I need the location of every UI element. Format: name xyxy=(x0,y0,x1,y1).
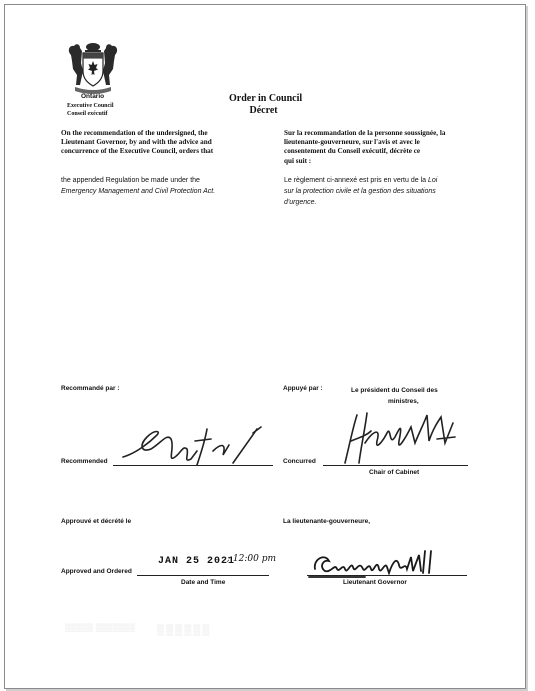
act-title-fr: d'urgence. xyxy=(284,199,317,206)
act-title-fr-start: Loi xyxy=(427,177,438,184)
text-line: concurrence of the Executive Council, orders that xyxy=(61,147,214,156)
approval-time-handwritten: ; 12:00 pm xyxy=(227,554,276,564)
document-page xyxy=(4,4,526,689)
bleed-through-mark: ▒▒▒▒▒ ▒▒▒▒▒▒▒ xyxy=(65,623,136,632)
lieutenant-governor-label: Lieutenant Governor xyxy=(343,579,407,586)
concurred-label: Concurred xyxy=(283,458,316,465)
concurred-signature-line xyxy=(323,465,468,466)
approved-and-ordered-label: Approved and Ordered xyxy=(61,568,132,575)
text-span: Le règlement ci-annexé est pris en vertu de la xyxy=(284,177,428,184)
lieutenant-governor-label-fr: La lieutenante-gouverneure, xyxy=(283,518,371,525)
province-label: Ontario xyxy=(81,93,105,100)
approved-label-fr: Approuvé et décrété le xyxy=(61,518,132,525)
lieutenant-governor-signature xyxy=(305,547,445,583)
executive-council-en: Executive Council xyxy=(67,103,114,109)
concurred-signature xyxy=(337,407,467,469)
recommended-signature-line xyxy=(113,465,273,466)
recommended-label: Recommended xyxy=(61,458,108,465)
chair-label-fr xyxy=(351,385,438,407)
date-time-label: Date and Time xyxy=(181,579,226,586)
date-time-line xyxy=(137,575,269,576)
text-line: lieutenante-gouverneure, sur l'avis et avec le xyxy=(284,138,420,147)
approval-date-stamp: JAN 25 2021 xyxy=(158,556,236,567)
order-fr xyxy=(284,175,437,208)
text-line: Sur la recommandation de la personne soussignée, la xyxy=(284,129,446,137)
text-line: the appended Regulation be made under the xyxy=(61,177,200,184)
text-line: ministres, xyxy=(387,398,419,405)
text-line: On the recommendation of the undersigned, the xyxy=(61,129,208,137)
chair-of-cabinet-label: Chair of Cabinet xyxy=(369,469,420,476)
ontario-coat-of-arms-icon xyxy=(63,41,123,97)
recommendation-en xyxy=(61,129,213,157)
text-line xyxy=(284,175,437,186)
recommended-by-label-fr: Recommandé par : xyxy=(61,385,120,392)
text-line: consentement du Conseil exécutif, décrète ce xyxy=(284,147,421,156)
bleed-through-mark: ▒▒▒▒▒▒ xyxy=(157,625,212,636)
text-line: Le président du Conseil des xyxy=(351,387,438,394)
recommended-signature xyxy=(117,423,277,471)
supported-by-label-fr: Appuyé par : xyxy=(283,385,323,392)
act-title-fr: sur la protection civile et la gestion des situations xyxy=(284,188,436,195)
title-fr: Décret xyxy=(249,105,278,116)
title-en: Order in Council xyxy=(229,93,303,104)
document-title xyxy=(229,93,302,117)
recommendation-fr xyxy=(284,129,445,166)
lieutenant-governor-signature-line xyxy=(307,575,467,576)
executive-council-fr: Conseil exécutif xyxy=(67,111,108,117)
text-line: qui suit : xyxy=(284,156,312,165)
act-title-en: Emergency Management and Civil Protection Act. xyxy=(61,188,216,195)
order-en xyxy=(61,175,215,197)
executive-council-label xyxy=(67,102,114,118)
text-line: Lieutenant Governor, by and with the advice and xyxy=(61,138,212,147)
